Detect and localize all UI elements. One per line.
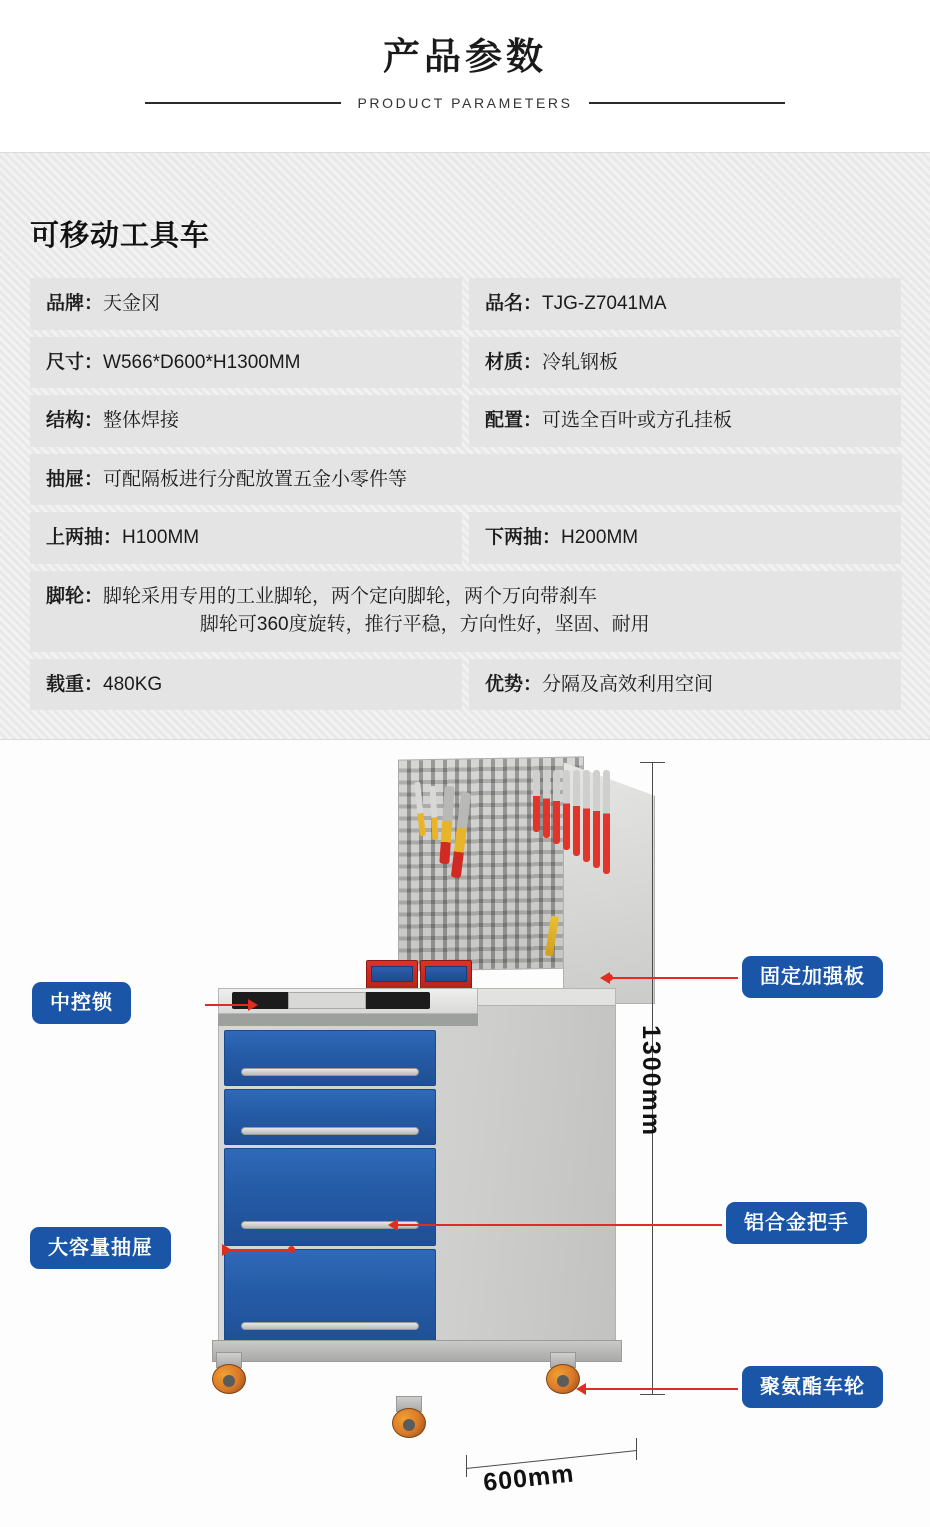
spec-row	[30, 454, 902, 506]
drawer	[224, 1249, 436, 1347]
spec-label: 上两抽：	[46, 527, 123, 549]
callout-lead-line	[226, 1249, 292, 1251]
spec-label: 品名：	[485, 293, 543, 314]
height-dimension-label: 1300mm	[637, 1025, 665, 1138]
spec-cell-configuration	[469, 395, 901, 447]
cabinet-brand-label	[288, 992, 366, 1009]
parts-bin-lid	[425, 966, 467, 982]
spec-label: 尺寸：	[46, 351, 104, 373]
callout-reinforcement-plate: 固定加强板	[742, 956, 883, 998]
height-dimension-cap-bottom	[640, 1394, 665, 1395]
spec-value: 天金冈	[103, 293, 161, 314]
spec-cell-upper-drawers	[30, 512, 462, 564]
spec-row	[30, 659, 902, 711]
callout-lead-line	[586, 1388, 738, 1390]
spec-value: H200MM	[561, 527, 639, 549]
wrench-icon	[543, 770, 550, 838]
product-photo	[0, 740, 930, 1527]
caster-wheel	[392, 1396, 426, 1438]
page-subtitle: PRODUCT PARAMETERS	[357, 95, 573, 111]
spec-value: 可配隔板进行分配放置五金小零件等	[103, 468, 408, 490]
header-rule-right	[589, 102, 785, 104]
spec-value-wrap	[103, 583, 650, 640]
header-rule-left	[145, 102, 341, 104]
spec-label: 载重：	[46, 673, 104, 695]
spec-value: 可选全百叶或方孔挂板	[542, 410, 733, 432]
page-subtitle-row	[145, 95, 785, 111]
spec-cell-model	[469, 278, 901, 330]
callout-lead-line	[398, 1224, 722, 1226]
wrench-icon	[573, 770, 580, 856]
caster-hub	[403, 1419, 415, 1431]
callout-arrow-icon	[248, 999, 258, 1011]
page-header	[0, 0, 930, 152]
parts-bin	[420, 960, 472, 990]
callout-pu-wheel: 聚氨酯车轮	[742, 1366, 883, 1408]
wrench-icon	[593, 770, 600, 868]
product-name-heading: 可移动工具车	[30, 220, 211, 252]
spec-panel	[0, 152, 930, 740]
wrench-icon	[553, 770, 560, 844]
callout-lead-line	[205, 1004, 253, 1006]
callout-large-drawer: 大容量抽屉	[30, 1227, 171, 1269]
parts-bin-lid	[371, 966, 413, 982]
callout-lead-line	[610, 977, 738, 979]
callout-aluminum-handle: 铝合金把手	[726, 1202, 867, 1244]
depth-dimension-cap-left	[466, 1455, 467, 1477]
spec-row	[30, 571, 902, 652]
spec-cell-casters	[30, 571, 902, 652]
spec-cell-advantage	[469, 659, 901, 711]
spec-label: 优势：	[485, 673, 543, 695]
callout-arrow-icon	[222, 1244, 232, 1256]
spec-cell-structure	[30, 395, 462, 447]
depth-dimension-label: 600mm	[482, 1459, 576, 1497]
spec-row	[30, 512, 902, 564]
drawer-handle	[241, 1127, 419, 1135]
callout-anchor-dot	[288, 1246, 295, 1253]
spec-value: 分隔及高效利用空间	[542, 673, 714, 695]
callout-arrow-icon	[576, 1383, 586, 1395]
spec-cell-brand	[30, 278, 462, 330]
spec-value: TJG-Z7041MA	[542, 293, 667, 314]
spec-value: 480KG	[103, 673, 163, 695]
caster-hub	[557, 1375, 569, 1387]
spec-cell-lower-drawers	[469, 512, 901, 564]
spec-cell-drawer	[30, 454, 902, 506]
cabinet-top-skirt	[218, 1014, 478, 1026]
spec-value: W566*D600*H1300MM	[103, 351, 301, 373]
spec-cell-load	[30, 659, 462, 711]
callout-anchor-dot	[606, 974, 613, 981]
spec-cell-material	[469, 337, 901, 389]
spec-row	[30, 395, 902, 447]
spec-value: H100MM	[122, 527, 200, 549]
spec-table	[30, 278, 902, 710]
caster-wheel	[546, 1352, 580, 1394]
drawer	[224, 1148, 436, 1246]
parts-bin	[366, 960, 418, 990]
wrench-icon	[603, 770, 610, 874]
spec-label: 脚轮：	[46, 585, 104, 607]
page-title: 产品参数	[383, 36, 547, 77]
wrench-rack	[533, 770, 617, 882]
depth-dimension-cap-right	[636, 1438, 637, 1460]
spec-label: 品牌：	[46, 293, 104, 314]
drawer-handle	[241, 1068, 419, 1076]
wrench-icon	[563, 770, 570, 850]
wrench-icon	[533, 770, 540, 832]
drawer	[224, 1089, 436, 1145]
spec-label: 配置：	[485, 410, 543, 432]
spec-cell-size	[30, 337, 462, 389]
spec-value: 冷轧钢板	[542, 351, 619, 373]
callout-arrow-icon	[388, 1219, 398, 1231]
spec-label: 抽屉：	[46, 468, 104, 490]
spec-label: 材质：	[485, 351, 543, 373]
spec-value: 脚轮采用专用的工业脚轮，两个定向脚轮，两个万向带刹车	[103, 585, 598, 607]
spec-inner	[30, 213, 902, 710]
spec-row	[30, 278, 902, 330]
spec-label: 结构：	[46, 410, 104, 432]
spec-label: 下两抽：	[485, 527, 562, 549]
spec-value: 整体焊接	[103, 410, 180, 432]
caster-hub	[223, 1375, 235, 1387]
spec-value-line2: 脚轮可360度旋转，推行平稳，方向性好，坚固、耐用	[199, 614, 650, 636]
wrench-icon	[583, 770, 590, 862]
drawer	[224, 1030, 436, 1086]
caster-wheel	[212, 1352, 246, 1394]
spec-row	[30, 337, 902, 389]
drawer-handle	[241, 1322, 419, 1330]
callout-central-lock: 中控锁	[32, 982, 131, 1024]
